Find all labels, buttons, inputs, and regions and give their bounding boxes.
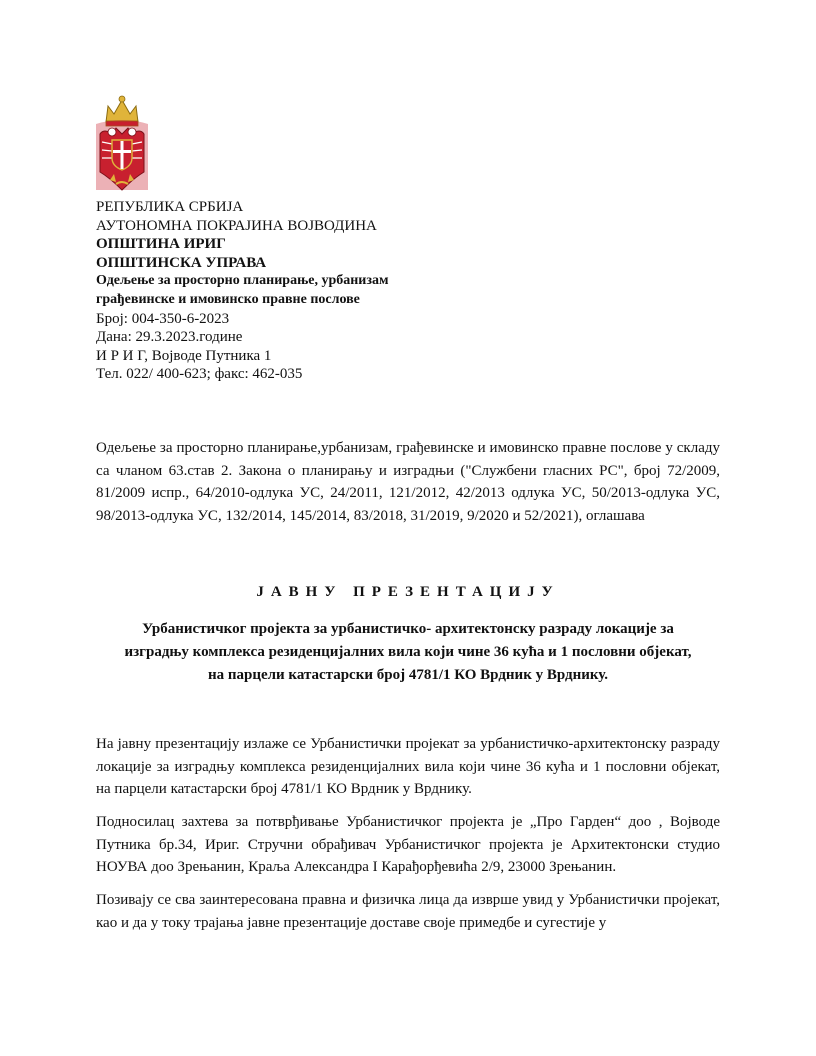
document-subject — [96, 618, 720, 687]
serbia-coat-of-arms-icon — [94, 94, 150, 198]
header-country: РЕПУБЛИКА СРБИЈА — [96, 199, 244, 215]
body-paragraph-2: Подносилац захтева за потврђивање Урбанистичког пројекта је „Про Гарден“ доо , Војводе Путника бр.34, Ириг. Стручни обрађивач Урбанистичког пројекта је Архитектонски студио НОУВА доо Зрењанин, Краља Александра I Карађорђевића 2/9, 23000 Зрењанин. — [96, 814, 720, 876]
header-reference-number: Број: 004-350-6-2023 — [96, 310, 230, 327]
body-paragraph-3: Позивају се сва заинтересована правна и физичка лица да изврше увид у Урбанистички пројекат, као и да у току трајања јавне презентације доставе своје примедбе и сугестије у — [96, 892, 720, 931]
issuer-header — [96, 198, 389, 384]
header-date: Дана: 29.3.2023.године — [96, 329, 243, 346]
header-department-line1: Одељење за просторно планирање, урбанизам — [96, 273, 389, 289]
header-phone-fax: Тел. 022/ 400-623; факс: 462-035 — [96, 366, 303, 383]
subject-line: изградњу комплекса резиденцијалних вила који чине 36 кућа и 1 пословни објекат, — [124, 644, 692, 660]
header-department-line2: грађевинске и имовинско правне послове — [96, 291, 360, 307]
subject-line: Урбанистичког пројекта за урбанистичко- архитектонску разраду локације за — [142, 621, 674, 637]
header-administration: ОПШТИНСКА УПРАВА — [96, 254, 267, 271]
subject-line: на парцели катастарски број 4781/1 КО Врдник у Врднику. — [207, 667, 609, 683]
intro-paragraph: Одељење за просторно планирање,урбанизам, грађевинске и имовинско правне послове у складу са чланом 63.став 2. Закона о планирању и изградњи ("Службени гласних РС", број 72/2009, 81/2009 испр., 64/2010-одлука УС, 24/2011, 121/2012, 42/2013 одлука УС, 50/2013-одлука УС, 98/2013-одлука УС, 132/2014, 145/2014, 83/2018, 31/2019, 9/2020 и 52/2021), оглашава — [96, 440, 720, 525]
document-title: ЈАВНУ ПРЕЗЕНТАЦИЈУ — [256, 584, 560, 600]
header-address: И Р И Г, Војводе Путника 1 — [96, 347, 272, 364]
header-municipality: ОПШТИНА ИРИГ — [96, 236, 226, 253]
body-paragraph-1: На јавну презентацију излаже се Урбанистички пројекат за урбанистичко-архитектонску разраду локације за изградњу комплекса резиденцијалних вила који чине 36 кућа и 1 пословни објекат, на парцели катастарски број 4781/1 КО Врдник у Врднику. — [96, 736, 720, 798]
header-province: АУТОНОМНА ПОКРАЈИНА ВОЈВОДИНА — [96, 217, 377, 234]
